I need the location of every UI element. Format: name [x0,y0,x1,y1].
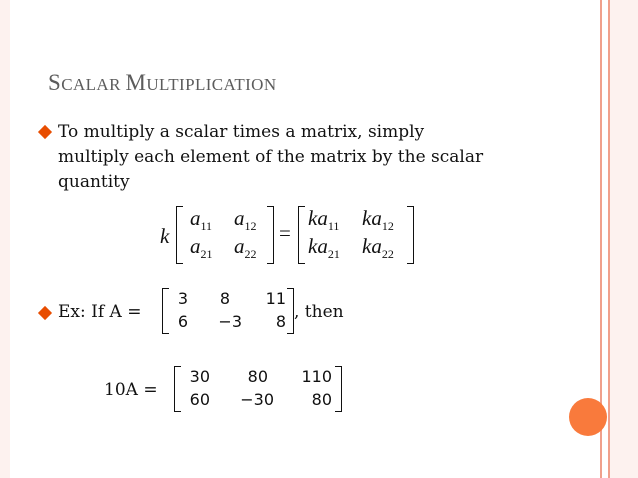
bullet-text [58,120,558,195]
result-label: 10A = [104,380,158,400]
matrix-a-cell: 8 [219,289,230,308]
bullet-icon [38,306,52,320]
matrix-a-cell: 11 [265,289,286,308]
bullet-line-3: quantity [58,172,130,192]
cell-ka21: $ka_{21}$ [308,234,340,262]
matrix-10a-cell: 80 [311,390,332,409]
matrix-10a-cell: 80 [247,367,268,386]
formula-k: k [160,224,170,248]
cell-a22: $a_{22}$ [234,234,257,262]
bullet-line-2: multiply each element of the matrix by the scalar [58,147,484,167]
cell-ka22: $ka_{22}$ [362,234,394,262]
matrix-10a-cell: 60 [189,390,210,409]
accent-circle-icon [569,398,607,436]
formula-equals: = [279,221,291,245]
bullet-line-1: To multiply a scalar times a matrix, simply [58,122,425,142]
title-text: CALAR [61,75,126,94]
cell-a21: $a_{21}$ [190,234,213,262]
slide [10,0,610,478]
example-prefix: Ex: If A = [58,302,142,322]
decorative-line [608,0,610,478]
formula-matrix-ka [298,206,414,264]
cell-a12: $a_{12}$ [234,206,257,234]
cell-a11: $a_{11}$ [190,206,213,234]
matrix-10a-cell: 110 [301,367,332,386]
matrix-a [162,288,294,334]
matrix-10a-cell: −30 [240,390,274,409]
formula-matrix-a [176,206,274,264]
cell-ka12: $ka_{12}$ [362,206,394,234]
cell-ka11: $ka_{11}$ [308,206,340,234]
matrix-a-cell: 3 [177,289,188,308]
matrix-a-cell: 6 [177,312,188,331]
example-suffix: , then [294,302,344,322]
matrix-10a [174,366,342,412]
slide-title: SCALAR MULTIPLICATION [48,70,277,95]
matrix-a-cell: 8 [275,312,286,331]
matrix-a-cell: −3 [218,312,242,331]
bullet-icon [38,125,52,139]
matrix-10a-cell: 30 [189,367,210,386]
